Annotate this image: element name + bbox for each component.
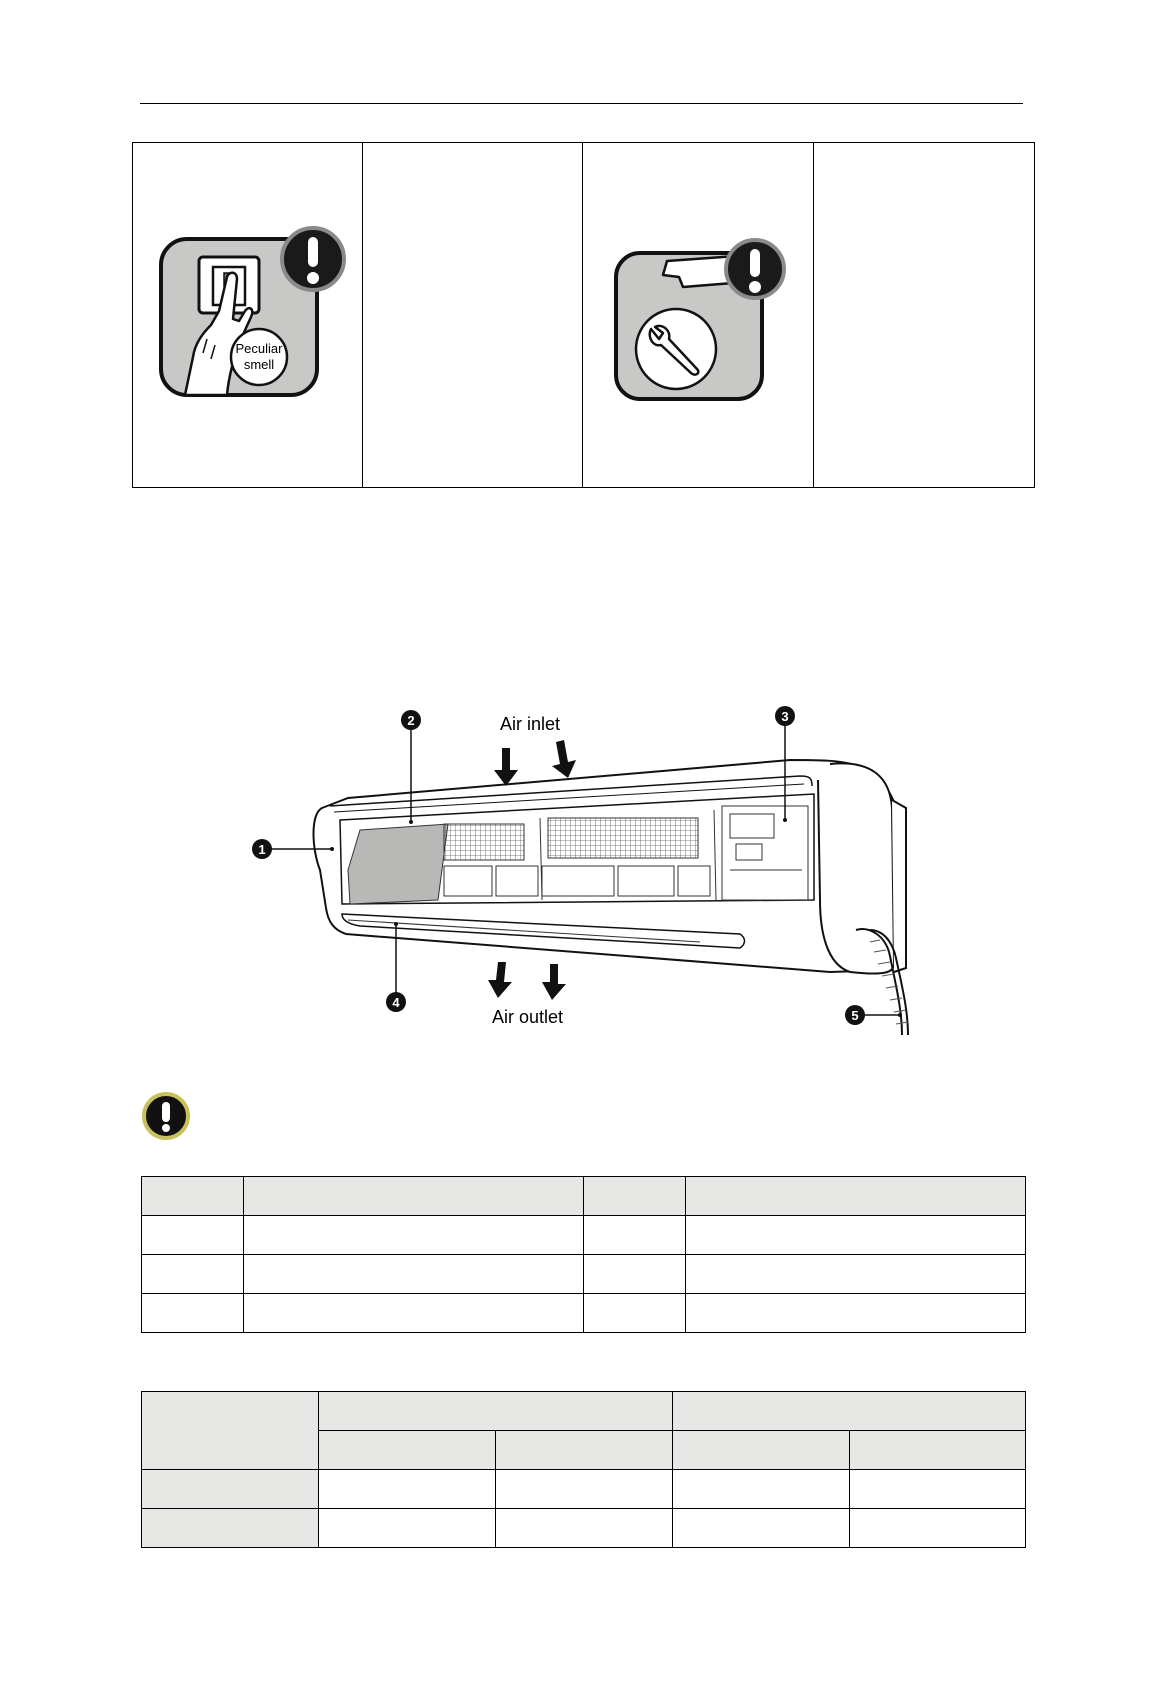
warning-table (132, 142, 1035, 488)
legend-header-row (142, 1177, 1026, 1216)
legend-cell (244, 1294, 584, 1333)
callout-5-number: 5 (851, 1008, 859, 1023)
oper-row-label (142, 1470, 319, 1509)
header-rule (140, 103, 1023, 104)
peculiar-smell-label-line1: Peculiar (235, 341, 283, 356)
callout-2-number: 2 (407, 713, 415, 728)
oper-cell (673, 1470, 850, 1509)
legend-cell (686, 1216, 1026, 1255)
legend-cell (244, 1255, 584, 1294)
warning-cell-smell-icon (133, 143, 363, 488)
air-inlet-arrow-left (494, 748, 518, 786)
oper-cell (496, 1470, 673, 1509)
oper-header-row (142, 1392, 1026, 1431)
oper-row-label (142, 1509, 319, 1548)
legend-cell (142, 1294, 244, 1333)
parts-legend-table (141, 1176, 1026, 1333)
warning-cell-text-2 (814, 143, 1035, 488)
callout-1-number: 1 (258, 842, 266, 857)
air-outlet-arrow-right (542, 964, 566, 1000)
oper-group-header (673, 1392, 1026, 1431)
legend-cell (584, 1294, 686, 1333)
legend-header-cell (686, 1177, 1026, 1216)
oper-cell (673, 1509, 850, 1548)
legend-cell (686, 1255, 1026, 1294)
callout-3-number: 3 (781, 709, 789, 724)
warning-cell-text-1 (363, 143, 583, 488)
legend-cell (142, 1216, 244, 1255)
legend-row (142, 1255, 1026, 1294)
peculiar-smell-label-line2: smell (243, 357, 275, 372)
legend-row (142, 1294, 1026, 1333)
oper-cell (850, 1509, 1026, 1548)
note-exclamation-icon (141, 1091, 191, 1141)
air-outlet-arrow-left (488, 962, 512, 998)
legend-cell (584, 1216, 686, 1255)
oper-subheader-cell (496, 1431, 673, 1470)
legend-header-cell (142, 1177, 244, 1216)
legend-cell (584, 1255, 686, 1294)
oper-cell (496, 1509, 673, 1548)
legend-header-cell (244, 1177, 584, 1216)
legend-cell (142, 1255, 244, 1294)
oper-group-header (319, 1392, 673, 1431)
oper-subheader-cell (319, 1431, 496, 1470)
peculiar-smell-warning-icon (133, 143, 363, 482)
air-inlet-arrow-right (552, 740, 576, 778)
operating-conditions-table (141, 1391, 1026, 1548)
legend-row (142, 1216, 1026, 1255)
legend-cell (686, 1294, 1026, 1333)
call-service-warning-icon (583, 143, 814, 482)
legend-cell (244, 1216, 584, 1255)
oper-cell (319, 1509, 496, 1548)
oper-cell (850, 1470, 1026, 1509)
oper-cell (319, 1470, 496, 1509)
indoor-unit-diagram (230, 690, 950, 1040)
oper-corner-cell (142, 1392, 319, 1470)
oper-subheader-cell (673, 1431, 850, 1470)
legend-header-cell (584, 1177, 686, 1216)
air-inlet-label: Air inlet (500, 714, 561, 734)
oper-subheader-cell (850, 1431, 1026, 1470)
oper-row (142, 1509, 1026, 1548)
warning-cell-service-icon (583, 143, 814, 488)
callout-4-number: 4 (392, 995, 400, 1010)
air-outlet-label: Air outlet (492, 1007, 564, 1027)
oper-row (142, 1470, 1026, 1509)
